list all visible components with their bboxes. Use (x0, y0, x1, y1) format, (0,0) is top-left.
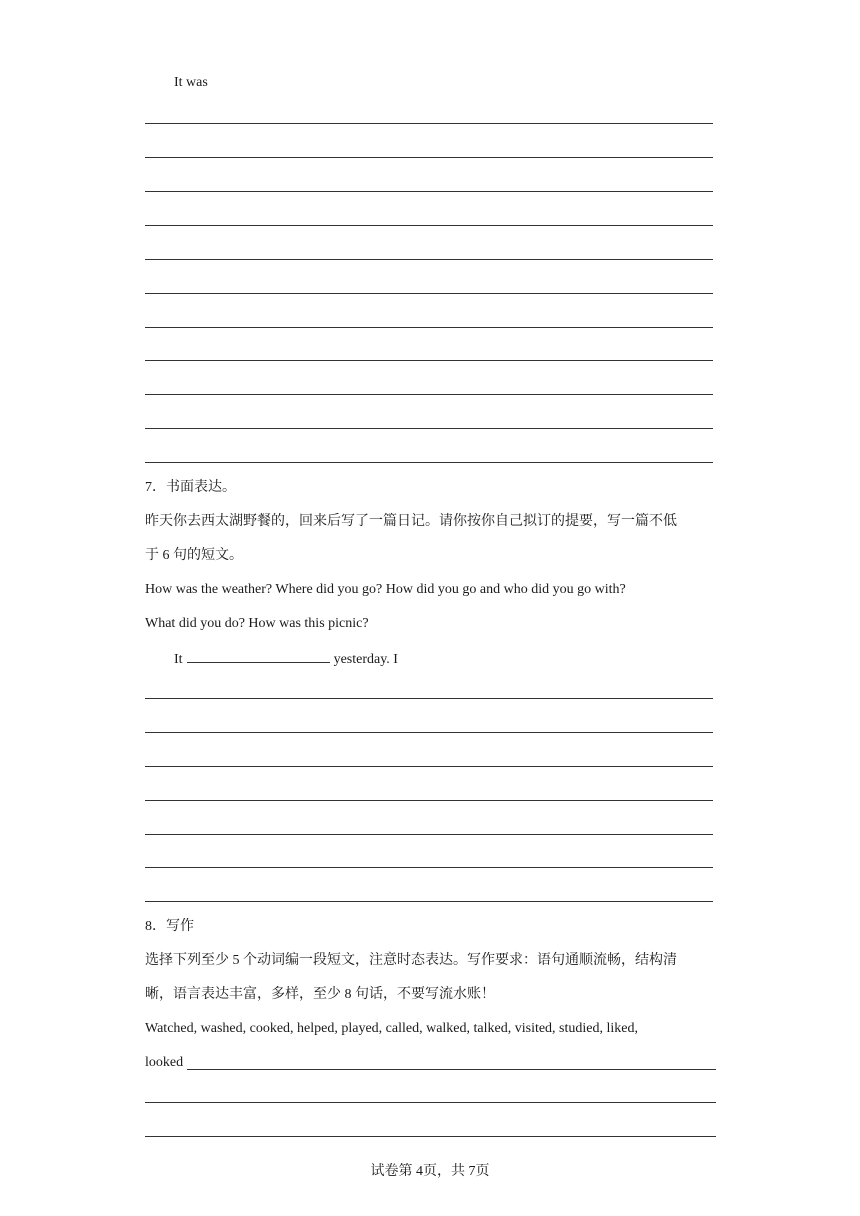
writing-line (145, 698, 713, 699)
q7-title: 7．书面表达。 (145, 480, 236, 495)
q7-starter-left: It (174, 652, 183, 667)
q8-title: 8．写作 (145, 919, 194, 934)
writing-line (145, 225, 713, 226)
writing-line (187, 1069, 716, 1070)
q7-prompt-line1: How was the weather? Where did you go? How did you go and who did you go with? (145, 582, 626, 597)
q8-instruction-line1: 选择下列至少 5 个动词编一段短文，注意时态表达。写作要求：语句通顺流畅，结构清 (145, 953, 677, 968)
writing-line (145, 732, 713, 733)
q8-verbs-line1: Watched, washed, cooked, helped, played, called, walked, talked, visited, studied, liked, (145, 1021, 638, 1036)
writing-line (145, 766, 713, 767)
q7-prompt-line2: What did you do? How was this picnic? (145, 616, 369, 631)
writing-line (145, 901, 713, 902)
writing-line (145, 327, 713, 328)
q7-instruction-line2: 于 6 句的短文。 (145, 548, 243, 563)
q7-starter-blank[interactable] (187, 649, 330, 663)
writing-line (145, 1136, 716, 1137)
q7-starter-right: yesterday. I (333, 652, 398, 667)
q8-verbs-line2: looked (145, 1055, 184, 1070)
writing-line (145, 360, 713, 361)
q6-starter: It was (174, 75, 208, 90)
writing-line (145, 834, 713, 835)
page-footer: 试卷第 4页，共 7页 (370, 1164, 490, 1179)
writing-line (145, 462, 713, 463)
writing-line (145, 867, 713, 868)
writing-line (145, 293, 713, 294)
writing-line (145, 394, 713, 395)
writing-line (145, 191, 713, 192)
writing-line (145, 1102, 716, 1103)
writing-line (145, 123, 713, 124)
q7-starter (174, 649, 398, 669)
writing-line (145, 157, 713, 158)
q8-instruction-line2: 晰，语言表达丰富，多样，至少 8 句话，不要写流水账！ (145, 987, 495, 1002)
writing-line (145, 800, 713, 801)
q7-instruction-line1: 昨天你去西太湖野餐的，回来后写了一篇日记。请你按你自己拟订的提要，写一篇不低 (145, 514, 677, 529)
writing-line (145, 259, 713, 260)
writing-line (145, 428, 713, 429)
